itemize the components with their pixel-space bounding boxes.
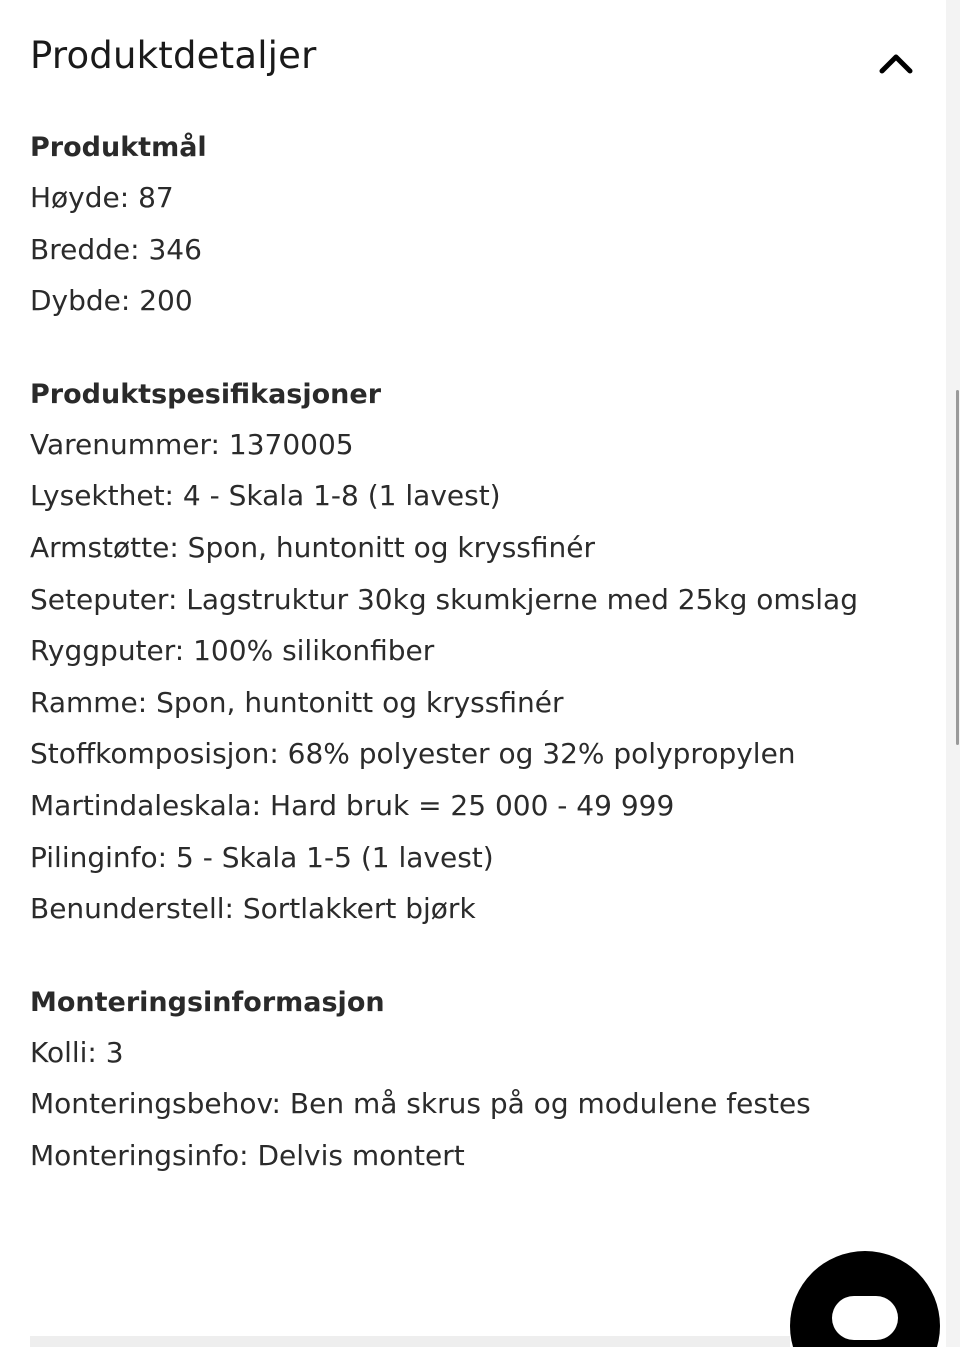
section-heading: Monteringsinformasjon	[30, 986, 385, 1018]
spec-line-back-cushions: Ryggputer: 100% silikonfiber	[30, 634, 435, 668]
chat-bubble-icon	[832, 1296, 898, 1340]
spec-line-lightfastness: Lysekthet: 4 - Skala 1-8 (1 lavest)	[30, 479, 501, 513]
chevron-up-icon	[878, 52, 914, 74]
section-product-dimensions	[30, 126, 920, 327]
scrollbar-thumb[interactable]	[956, 390, 959, 745]
spec-line-legs: Benunderstell: Sortlakkert bjørk	[30, 892, 476, 926]
scrollbar-track[interactable]	[946, 0, 960, 1347]
spec-line-width: Bredde: 346	[30, 232, 202, 266]
spec-line-armrest: Armstøtte: Spon, huntonitt og kryssfinér	[30, 530, 596, 564]
product-details-content	[30, 126, 920, 1228]
page-title: Produktdetaljer	[30, 34, 317, 77]
section-heading: Produktmål	[30, 132, 207, 163]
section-assembly-information	[30, 981, 920, 1182]
spec-line-pilling: Pilinginfo: 5 - Skala 1-5 (1 lavest)	[30, 840, 494, 874]
spec-line-assembly-info: Monteringsinfo: Delvis montert	[30, 1138, 465, 1172]
spec-line-item-number: Varenummer: 1370005	[30, 427, 354, 461]
collapse-button[interactable]	[872, 40, 920, 84]
spec-line-martindale: Martindaleskala: Hard bruk = 25 000 - 49 999	[30, 788, 675, 822]
next-section-divider	[30, 1336, 790, 1347]
product-details-header[interactable]	[30, 30, 920, 90]
spec-line-frame: Ramme: Spon, huntonitt og kryssfinér	[30, 685, 564, 719]
spec-line-depth: Dybde: 200	[30, 284, 193, 318]
section-heading: Produktspesifikasjoner	[30, 378, 382, 410]
section-product-specifications	[30, 373, 920, 935]
spec-line-seat-cushions: Seteputer: Lagstruktur 30kg skumkjerne med 25kg omslag	[30, 582, 858, 616]
spec-line-assembly-need: Monteringsbehov: Ben må skrus på og modulene festes	[30, 1087, 811, 1121]
spec-line-packages: Kolli: 3	[30, 1035, 124, 1069]
spec-line-fabric-composition: Stoffkomposisjon: 68% polyester og 32% polypropylen	[30, 737, 796, 771]
spec-line-height: Høyde: 87	[30, 181, 174, 214]
